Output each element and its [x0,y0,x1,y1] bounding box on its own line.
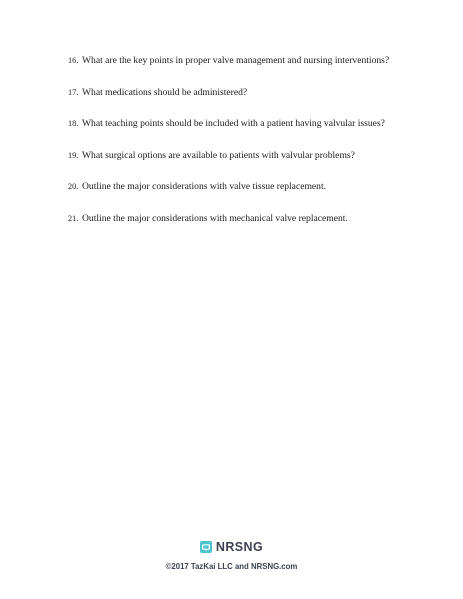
question-item [68,180,458,212]
question-text: What are the key points in proper valve management and nursing interventions? [82,55,390,66]
question-number: 16. [68,56,79,65]
question-number: 20. [68,182,79,192]
brand-name: NRSNG [215,540,264,554]
copyright-text: ©2017 TazKai LLC and NRSNG.com [165,562,298,571]
question-number: 21. [68,213,79,223]
question-number: 19. [68,150,79,160]
page-footer [0,540,463,571]
question-text: What surgical options are available to patients with valvular problems? [82,149,355,161]
question-item [68,149,458,181]
question-number: 18. [68,119,79,129]
question-number: 17. [68,87,79,97]
question-list [68,54,458,244]
question-item [68,117,458,149]
question-item [68,86,458,118]
question-item [68,54,458,86]
question-item [68,212,458,244]
question-text: Outline the major considerations with mechanical valve replacement. [82,212,348,224]
brand-logo [200,540,263,554]
question-text: Outline the major considerations with valve tissue replacement. [82,181,327,193]
question-text: What teaching points should be included with a patient having valvular issues? [82,118,385,130]
nrsng-logo-icon [200,541,212,553]
question-text: What medications should be administered? [82,86,248,98]
